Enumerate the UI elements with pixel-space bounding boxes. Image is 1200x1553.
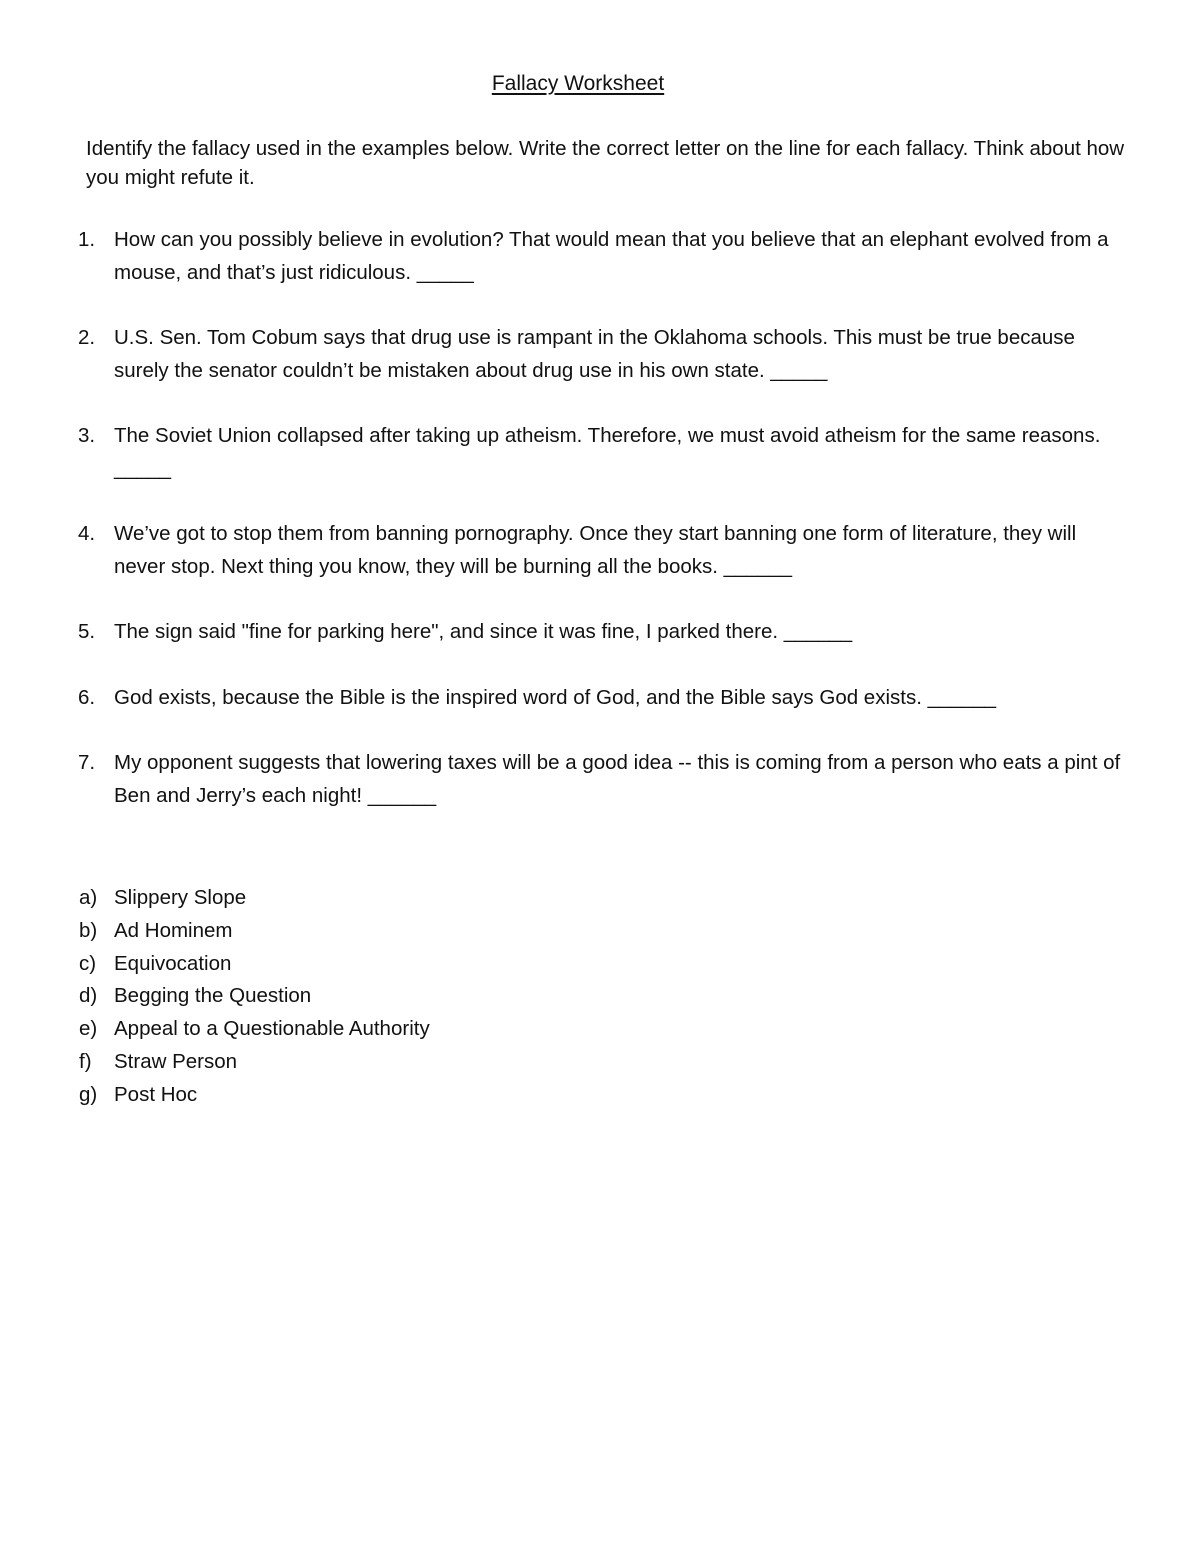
- question-number: 1.: [78, 228, 96, 251]
- answer-text: Begging the Question: [114, 984, 312, 1008]
- question-text: The Soviet Union collapsed after taking up atheism. Therefore, we must avoid atheism for the same reasons. _____: [114, 424, 1101, 480]
- answer-letter: a): [79, 886, 98, 909]
- question-text: The sign said "fine for parking here", and since it was fine, I parked there. ______: [114, 620, 853, 643]
- answer-choice: [0, 1013, 600, 1046]
- page-title: Fallacy Worksheet: [491, 72, 665, 95]
- question-number: 2.: [78, 326, 96, 349]
- question-text: My opponent suggests that lowering taxes will be a good idea -- this is coming from a person who eats a pint of Ben and Jerry’s each night! ______: [114, 751, 1121, 807]
- answer-choice: [0, 1046, 600, 1079]
- answer-letter: f): [79, 1049, 92, 1073]
- answer-text: Appeal to a Questionable Authority: [114, 1017, 430, 1041]
- instructions-text: Identify the fallacy used in the examples below. Write the correct letter on the line for each fallacy. Think about how you might refute it.: [86, 137, 1125, 189]
- question-number: 6.: [78, 685, 96, 709]
- question-item: [0, 420, 1200, 485]
- question-item: [0, 322, 1200, 387]
- question-number: 7.: [78, 751, 96, 774]
- answer-letter: b): [79, 918, 98, 942]
- question-item: [0, 747, 1200, 812]
- question-text: U.S. Sen. Tom Cobum says that drug use is rampant in the Oklahoma schools. This must be true because surely the senator couldn’t be mistaken about drug use in his own state. _____: [114, 326, 1075, 382]
- answer-choice: [0, 1079, 600, 1112]
- answer-choice: [0, 948, 600, 981]
- question-text: God exists, because the Bible is the inspired word of God, and the Bible says God exists. ______: [114, 685, 997, 709]
- question-text: We’ve got to stop them from banning pornography. Once they start banning one form of literature, they will never stop. Next thing you know, they will be burning all the books. ______: [114, 522, 1077, 578]
- answer-text: Straw Person: [114, 1049, 238, 1073]
- answer-letter: d): [79, 984, 98, 1008]
- question-item: [0, 616, 1200, 649]
- answer-text: Post Hoc: [114, 1082, 198, 1106]
- question-list: [0, 224, 1200, 812]
- answer-letter: g): [79, 1082, 98, 1106]
- question-number: 5.: [78, 620, 96, 643]
- question-number: 4.: [78, 522, 96, 545]
- question-item: [0, 682, 1200, 715]
- answer-choice: [0, 915, 600, 948]
- answer-letter: c): [79, 951, 97, 975]
- answer-letter: e): [79, 1017, 98, 1041]
- answer-text: Ad Hominem: [114, 918, 233, 942]
- answer-choice: [0, 980, 600, 1013]
- answer-choice: [0, 882, 600, 915]
- answer-text: Slippery Slope: [114, 886, 247, 909]
- answer-choices-list: [0, 882, 600, 1112]
- question-text: How can you possibly believe in evolution? That would mean that you believe that an elephant evolved from a mouse, and that’s just ridiculous. _____: [114, 228, 1109, 284]
- answer-text: Equivocation: [114, 951, 232, 975]
- question-item: [0, 518, 1200, 583]
- question-item: [0, 224, 1200, 289]
- question-number: 3.: [78, 424, 96, 447]
